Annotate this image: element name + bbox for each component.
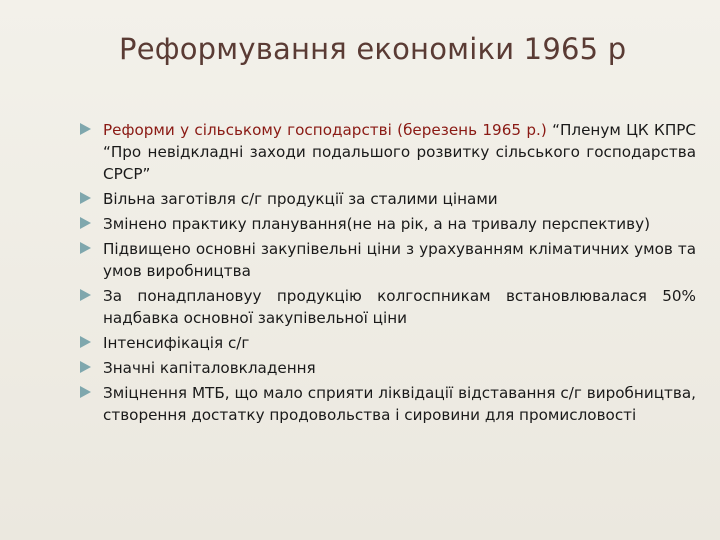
bullet-icon [80, 336, 91, 348]
bullet-list [80, 119, 696, 429]
bullet-icon [80, 242, 91, 254]
bullet-text: Зміцнення МТБ, що мало сприяти ліквідації відставання с/г виробництва, створення достатку продовольства і сировини для промисловості [103, 384, 696, 424]
bullet-text: Вільна заготівля с/г продукції за сталими цінами [103, 190, 498, 208]
bullet-text: Підвищено основні закупівельні ціни з урахуванням кліматичних умов та умов виробництва [103, 240, 696, 280]
bullet-text: Інтенсифікація с/г [103, 334, 250, 352]
bullet-icon [80, 217, 91, 229]
bullet-lead: Реформи у сільському господарстві (березень 1965 р.) [103, 121, 547, 139]
bullet-icon [80, 361, 91, 373]
bullet-item [80, 213, 696, 235]
bullet-text: Змінено практику планування(не на рік, а на тривалу перспективу) [103, 215, 651, 233]
bullet-item [80, 238, 696, 282]
bullet-text: “Пленум ЦК КПРС “Про невідкладні заходи подальшого розвитку сільського господарства СРСР” [103, 121, 696, 183]
bullet-text: Значні капіталовкладення [103, 359, 316, 377]
bullet-icon [80, 386, 91, 398]
bullet-item [80, 285, 696, 329]
bullet-icon [80, 192, 91, 204]
bullet-text: За понадплановуу продукцію колгоспникам встановлювалася 50% надбавка основної закупівельної ціни [103, 287, 696, 327]
bullet-icon [80, 289, 91, 301]
bullet-item [80, 119, 696, 185]
bullet-item [80, 188, 696, 210]
bullet-item [80, 332, 696, 354]
bullet-icon [80, 123, 91, 135]
slide-title: Реформування економіки 1965 р [119, 32, 627, 66]
bullet-item [80, 357, 696, 379]
bullet-item [80, 382, 696, 426]
